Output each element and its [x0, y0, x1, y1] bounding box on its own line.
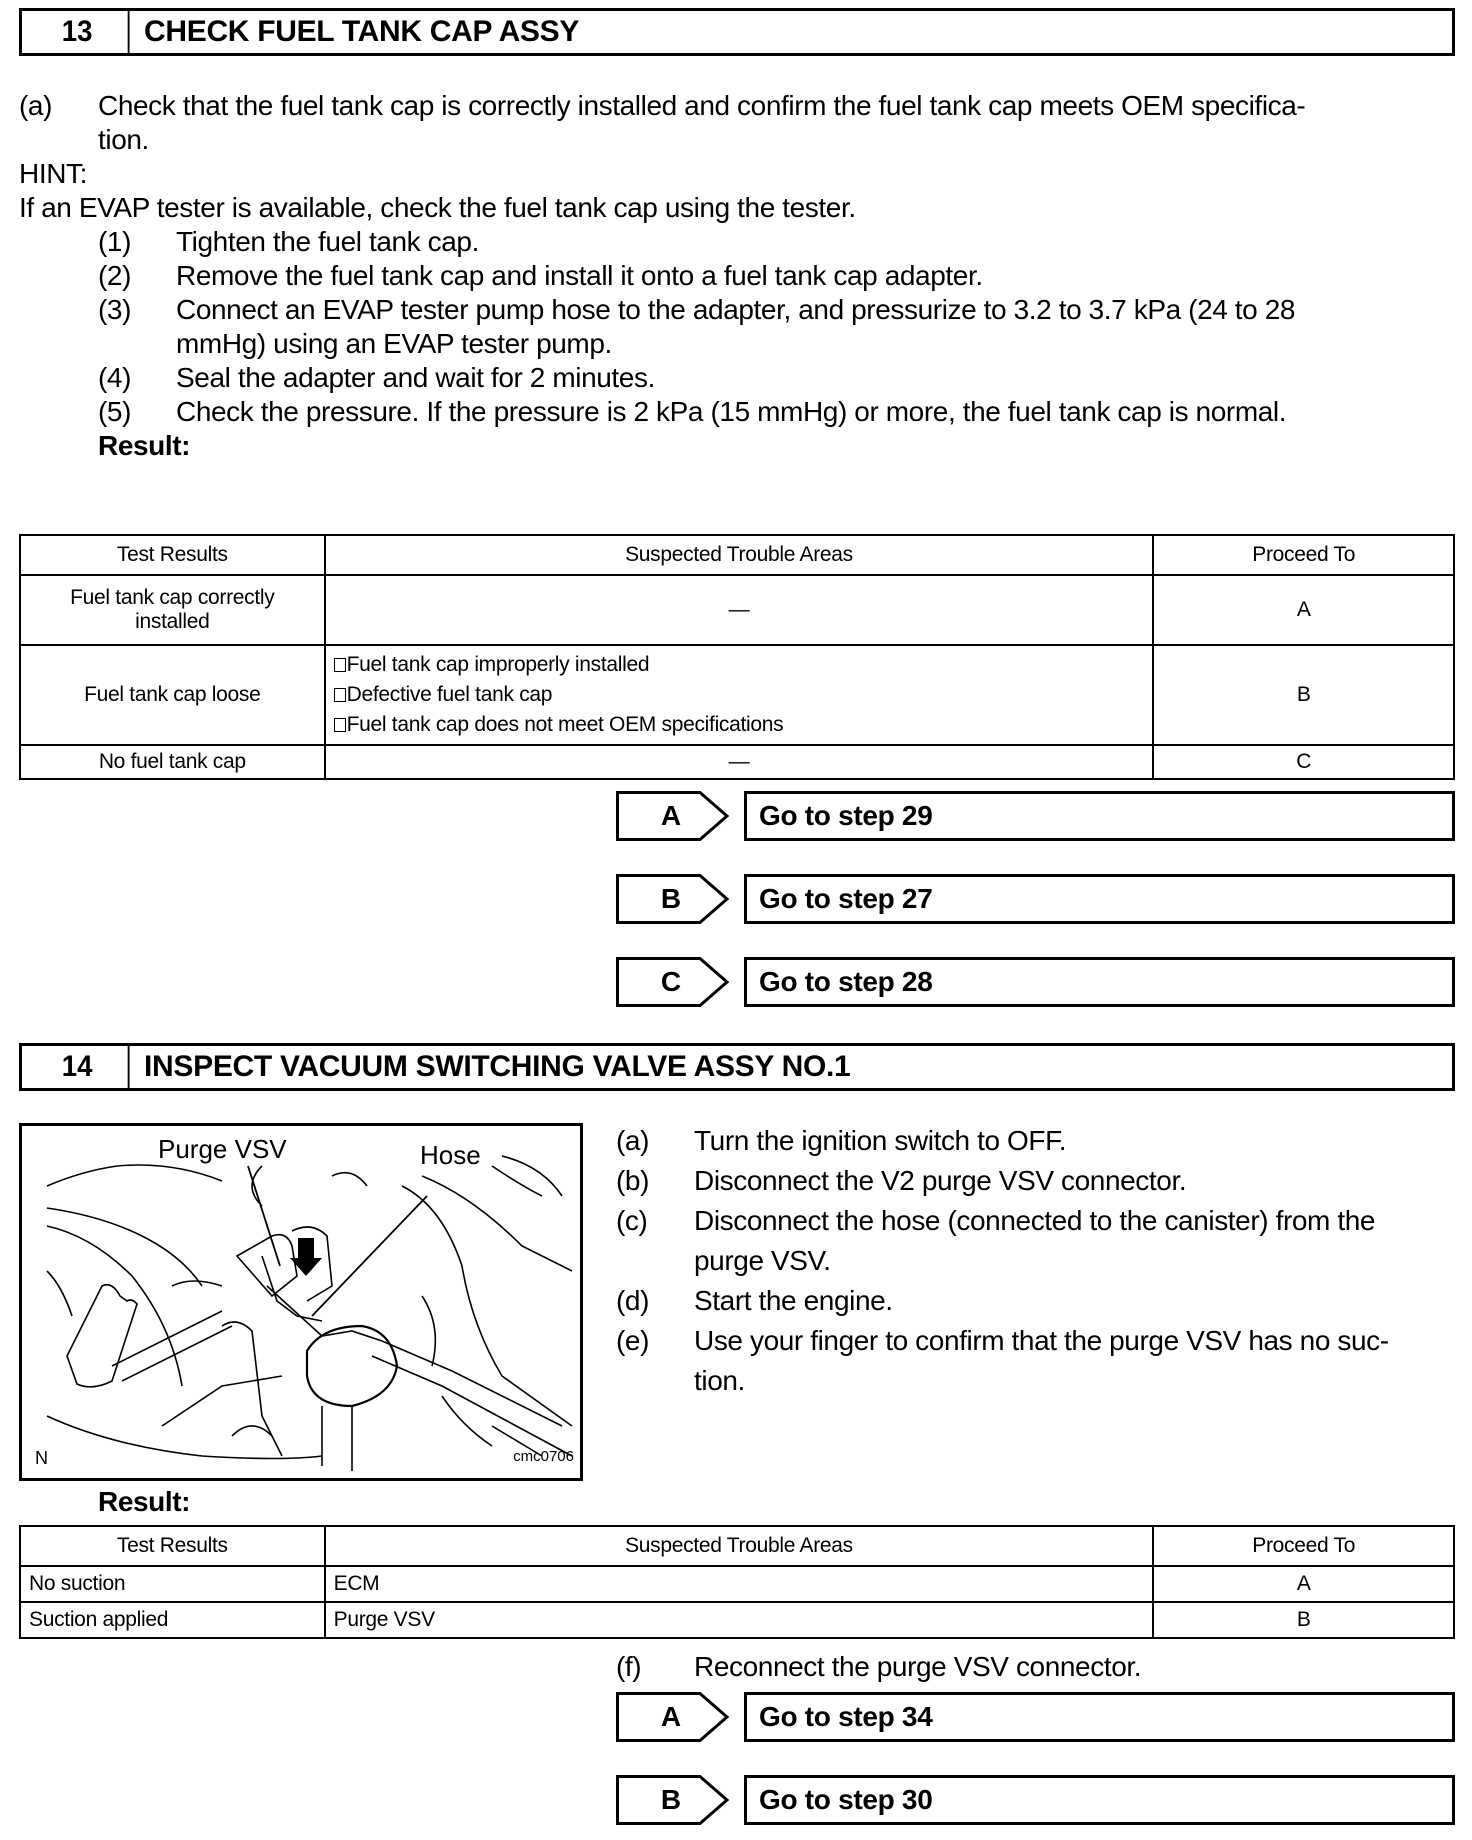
- test-result-cell: Suction applied: [20, 1602, 325, 1638]
- proceed-cell: A: [1153, 1566, 1454, 1602]
- item-label: (f): [616, 1651, 642, 1682]
- goto-c-step-28[interactable]: [616, 957, 1455, 1007]
- goto-target[interactable]: Go to step 34: [744, 1692, 1455, 1742]
- test-result-cell: Fuel tank cap loose: [20, 645, 325, 745]
- item-text: Disconnect the V2 purge VSV connector.: [694, 1165, 1187, 1196]
- step-title: CHECK FUEL TANK CAP ASSY: [144, 15, 580, 48]
- item-text: Turn the ignition switch to OFF.: [694, 1125, 1067, 1156]
- proceed-cell: C: [1153, 745, 1454, 779]
- item-label: (e): [616, 1325, 650, 1356]
- step-14-item-c: [616, 1201, 1376, 1276]
- hose-callout: Hose: [420, 1140, 481, 1170]
- step-14-item-b: [616, 1161, 1187, 1201]
- substep-label: (2): [98, 260, 132, 291]
- test-result-cell: [20, 575, 325, 645]
- engine-line-drawing: [22, 1126, 582, 1480]
- item-text: Use your finger to confirm that the purge VSV has no suc-: [694, 1325, 1389, 1356]
- trouble-area-cell: Purge VSV: [325, 1602, 1154, 1638]
- trouble-area-cell: —: [325, 575, 1154, 645]
- proceed-cell: B: [1153, 645, 1454, 745]
- table-row: [20, 645, 1454, 745]
- substep-text-cont: mmHg) using an EVAP tester pump.: [176, 328, 612, 359]
- goto-letter: C: [660, 966, 682, 997]
- figure-corner-letter: N: [35, 1448, 48, 1468]
- table-row: [20, 745, 1454, 779]
- substep-label: (1): [98, 226, 132, 257]
- trouble-area-item: [334, 710, 1145, 740]
- item-label: (c): [616, 1205, 648, 1236]
- substep-3: [98, 290, 1296, 359]
- trouble-area-cell: [325, 645, 1154, 745]
- substep-text: Check the pressure. If the pressure is 2 kPa (15 mmHg) or more, the fuel tank cap is normal.: [176, 396, 1287, 427]
- item-label: (d): [616, 1285, 650, 1316]
- table-header-row: [20, 1526, 1454, 1566]
- table-header-row: [20, 535, 1454, 575]
- goto-letter: A: [660, 1701, 682, 1732]
- test-result-cell: No fuel tank cap: [20, 745, 325, 779]
- trouble-area-item: [334, 650, 1145, 680]
- table-row: [20, 575, 1454, 645]
- goto-a-step-34[interactable]: [616, 1692, 1455, 1742]
- step-14-item-e: [616, 1321, 1389, 1396]
- hint-text: If an EVAP tester is available, check the fuel tank cap using the tester.: [19, 192, 856, 223]
- table-row: [20, 1566, 1454, 1602]
- proceed-cell: B: [1153, 1602, 1454, 1638]
- item-text: Disconnect the hose (connected to the canister) from the: [694, 1205, 1376, 1236]
- item-text-cont: tion.: [694, 1365, 745, 1396]
- trouble-area-text: Fuel tank cap improperly installed: [346, 653, 650, 676]
- result-label: Result:: [98, 1486, 191, 1517]
- goto-b-step-30[interactable]: [616, 1775, 1455, 1825]
- column-header: Suspected Trouble Areas: [325, 1526, 1154, 1566]
- item-label: (a): [19, 90, 53, 121]
- goto-b-step-27[interactable]: [616, 874, 1455, 924]
- trouble-area-text: Defective fuel tank cap: [346, 683, 553, 706]
- checkbox-square-icon: [334, 688, 346, 702]
- checkbox-square-icon: [334, 718, 346, 732]
- goto-letter: B: [660, 883, 682, 914]
- figure-code: cmc0706: [513, 1448, 574, 1465]
- column-header: Proceed To: [1153, 535, 1454, 575]
- step-number: 14: [26, 1046, 129, 1088]
- trouble-area-text: Fuel tank cap does not meet OEM specifications: [346, 713, 784, 736]
- goto-letter: B: [660, 1784, 682, 1815]
- purge-vsv-callout: Purge VSV: [158, 1134, 287, 1164]
- cell-text: installed: [135, 610, 210, 633]
- item-label: (a): [616, 1125, 650, 1156]
- column-header: Suspected Trouble Areas: [325, 535, 1154, 575]
- item-text-cont: purge VSV.: [694, 1245, 831, 1276]
- step-title: INSPECT VACUUM SWITCHING VALVE ASSY NO.1: [144, 1050, 851, 1083]
- cell-text: Fuel tank cap correctly: [70, 586, 275, 609]
- test-result-cell: No suction: [20, 1566, 325, 1602]
- step-14-item-f: [616, 1647, 1142, 1687]
- table-row: [20, 1602, 1454, 1638]
- item-text: Check that the fuel tank cap is correctly installed and confirm the fuel tank cap meets OEM specifica-: [98, 90, 1306, 121]
- proceed-cell: A: [1153, 575, 1454, 645]
- column-header: Test Results: [20, 1526, 325, 1566]
- substep-text: Tighten the fuel tank cap.: [176, 226, 479, 257]
- trouble-area-cell: ECM: [325, 1566, 1154, 1602]
- substep-text: Remove the fuel tank cap and install it onto a fuel tank cap adapter.: [176, 260, 983, 291]
- item-text-cont: tion.: [98, 124, 149, 155]
- trouble-area-cell: —: [325, 745, 1154, 779]
- goto-a-step-29[interactable]: [616, 791, 1455, 841]
- step-number: 13: [26, 11, 129, 53]
- substep-label: (5): [98, 396, 132, 427]
- item-label: (b): [616, 1165, 650, 1196]
- goto-target[interactable]: Go to step 30: [744, 1775, 1455, 1825]
- goto-target[interactable]: Go to step 29: [744, 791, 1455, 841]
- goto-letter: A: [660, 800, 682, 831]
- step-14-item-a: [616, 1121, 1067, 1161]
- trouble-area-item: [334, 680, 1145, 710]
- substep-label: (4): [98, 362, 132, 393]
- substep-label: (3): [98, 294, 132, 325]
- column-header: Proceed To: [1153, 1526, 1454, 1566]
- step-14-result-table: [19, 1525, 1455, 1639]
- step-14-item-d: [616, 1281, 893, 1321]
- substep-text: Seal the adapter and wait for 2 minutes.: [176, 362, 655, 393]
- item-text: Start the engine.: [694, 1285, 893, 1316]
- goto-target[interactable]: Go to step 27: [744, 874, 1455, 924]
- goto-target[interactable]: Go to step 28: [744, 957, 1455, 1007]
- column-header: Test Results: [20, 535, 325, 575]
- step-13-header: [19, 8, 1455, 56]
- item-text: Reconnect the purge VSV connector.: [694, 1651, 1142, 1682]
- purge-vsv-illustration: [19, 1123, 583, 1481]
- result-label: Result:: [98, 430, 191, 461]
- step-14-header: [19, 1043, 1455, 1091]
- step-13-result-table: [19, 534, 1455, 780]
- checkbox-square-icon: [334, 658, 346, 672]
- substep-text: Connect an EVAP tester pump hose to the adapter, and pressurize to 3.2 to 3.7 kPa (24 to 28: [176, 294, 1296, 325]
- hint-label: HINT:: [19, 158, 88, 189]
